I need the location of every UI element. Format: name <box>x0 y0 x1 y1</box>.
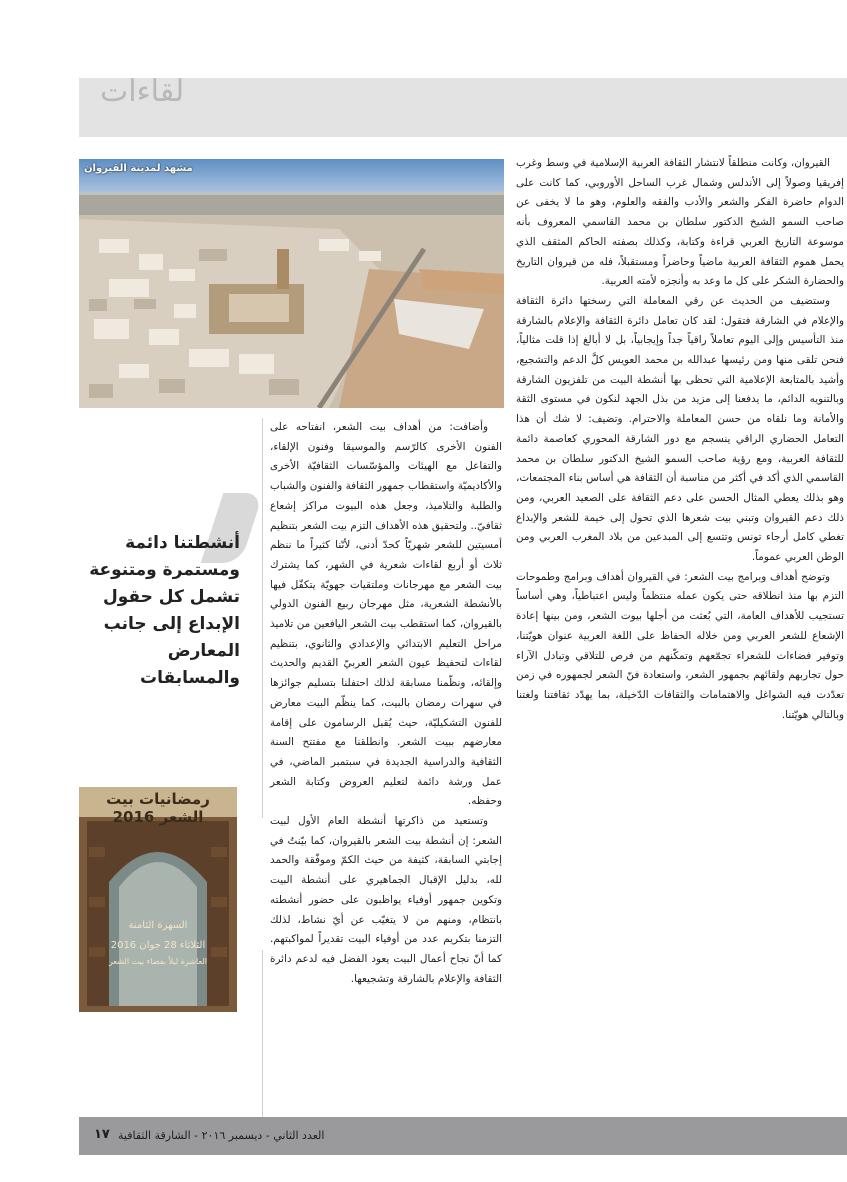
middle-text-column <box>270 418 502 989</box>
right-paragraph-2: وستضيف من الحديث عن رقي المعاملة التي رسختها دائرة الثقافة والإعلام في الشارقة فتقول: لقد كان تعامل دائرة الثقافة والإعلام بالشارقة منذ التأسيس وإلى اليوم تعاملاً راقياً جداً وإيجابياً، بل لا أبالغ إذا قلت مثالياً، فنحن تلقى منها ومن رئيسها عبدالله بن محمد العويس كلَّ الدعم والتشجيع، وأشيد بالمتابعة الإعلامية التي تحظى بها أنشطة البيت من تلفزيون الشارقة وبالتنويه الدائم، ما يدفعنا إلى مزيد من بذل الجهد لنكون في مستوى الثقة والأمانة وما نلقاه من حسن المعاملة والاحترام. وتضيف: لا شك أن هذا التعامل الحضاري الراقي ينسجم مع دور الشارقة المحوري كعاصمة دائمة للثقافة العربية، ومع رؤية صاحب السمو الشيخ الدكتور سلطان بن محمد القاسمي الذي أكد في أكثر من مناسبة أن الثقافة هي أساس بناء المجتمعات، وهو بذلك يعطي المثال الحسن على دعم الثقافة على الصعيد العربي، ومن ذلك دعم القيروان وتبني بيت شعرها الذي تحول إلى خيمة للشعر والإبداع تغطي كامل أرجاء تونس وتتسع إلى المبدعين من بلاد المغرب العربي ومن الوطن العربي عموماً. <box>516 294 844 564</box>
middle-paragraph-2: وتستعيد من ذاكرتها أنشطة العام الأول لبيت الشعر: إن أنشطة بيت الشعر بالقيروان، كما بيّنتُ في إجابتي السابقة، كثيفة من حيث الكمّ وموفّقة والحمد لله، بدليل الإقبال الجماهيري على أنشطة البيت وتكوين جمهور أوفياء يواظبون على حضور أنشطته بانتظام، ومنهم من لا يتغيّب عن أيّ نشاط، لذلك التزمنا بتكريم عدد من أوفياء البيت تقديراً لمواكبتهم. كما أنّ نجاح أعمال البيت يعود الفضل فيه لدعم دائرة الثقافة والإعلام بالشارقة وتشجيعها. <box>270 815 502 985</box>
right-paragraph-3: وتوضح أهداف وبرامج بيت الشعر: في القيروان أهداف وبرامج وطموحات التزم بها منذ انطلاقه حتى يكون عمله منتظماً وليس اعتباطياً، وهي أساساً تستجيب للأهداف العامة، التي بُعثت من أجلها بيوت الشعر، ومن بينها إعادة الإشعاع للشعر العربي ومن خلاله الحفاظ على اللغة العربية عنوان هويّتنا، وتوفير فضاءات للشعراء تجمّعهم وتمكّنهم من فرص للتلاقي وتبادل الآراء حول تجاربهم ولقائهم بجمهور الشعر، واستعادة فنّ الشعر لجمهوره في زمن تعدّدت فيه الشواغل والاهتمامات والثقافات الدّخيلة، بما يهدّد ثقافتنا ولغتنا وبالتالي هويّتنا. <box>516 570 844 721</box>
photo-caption: مشهد لمدينة القيروان <box>84 163 193 174</box>
poster-time: العاشرة ليلاً بفضاء بيت الشعر <box>108 957 208 966</box>
column-divider <box>262 418 263 818</box>
right-paragraph-1: القيروان، وكانت منطلقاً لانتشار الثقافة العربية الإسلامية في وسط وغرب إفريقيا وصولاً إلى الأندلس وشمال غرب الساحل الأوروبي، كما كانت على الدوام حاضرة الفكر والشعر والأدب والفقه والعلوم، وهو ما لا يخفى عن صاحب السمو الشيخ الدكتور سلطان بن محمد القاسمي المعروف بأنه موسوعة التاريخ العربي قراءة وكتابة، وكذلك بصفته الحاكم المثقف الذي يحمل هموم الثقافة العربية ماضياً وحاضراً ومستقبلاً، فله من قيروان التاريخ والحضارة الشكر على كل ما وعد به وأنجزه لأمته العربية. <box>516 157 844 288</box>
page-number: ١٧ <box>94 1127 110 1142</box>
section-header-band <box>79 78 847 137</box>
middle-paragraph-1: وأضافت: من أهداف بيت الشعر، انفتاحه على الفنون الأخرى كالرّسم والموسيقا وفنون الإلقاء، والتفاعل مع الهيئات والمؤسّسات الثقافيّة الأخرى والأكاديميّة واستقطاب جمهور الثقافة والفنون والشباب والطلبة والتلاميذ، وجعل هذه البيوت مراكز إشعاع ثقافيّ.. ولتحقيق هذه الأهداف التزم بيت الشعر بتنظيم أمسيتين للشعر شهريّاً كحدّ أدنى، لأنّنا كثيراً ما ننظم ثلاث أو أربع لقاءات شعرية في الشهر، كما يشترك بيت الشعر مع مهرجانات وملتقيات جهويّة يتكفّل فيها بالأنشطة الشعرية، مثل مهرجان ربيع الفنون الدولي بالقيروان، كما استقطب بيت الشعر اليافعين من تلاميذ مراحل التعليم الابتدائي والإعدادي والثانوي، بتنظيم لقاءات لتحفيظ عيون الشعر العربيّ القديم والحديث وإلقائه، ونظّمنا مسابقة لذلك احتفلنا بتسليم جوائزها في سهرات رمضان بالبيت، كما ينظّم البيت معارض للفنون التشكيليّة، حيث يُقبل الرسامون على إقامة معارضهم ببيت الشعر. وانطلقنا مع مفتتح السنة الثقافية والدراسية الجديدة في سبتمبر الماضي، في عمل ورشة دائمة لتعليم العروض وكتابة الشعر وحفظه. <box>270 421 502 808</box>
poster-evening: السهرة الثامنة <box>128 920 188 931</box>
section-title: لقاءات <box>100 74 185 109</box>
column-divider-lower <box>262 950 263 1120</box>
footer-issue: العدد الثاني - ديسمبر ٢٠١٦ - الشارقة الثقافية <box>118 1129 325 1142</box>
kairouan-aerial-photo <box>79 159 504 408</box>
pull-quote: أنشطتنا دائمة ومستمرة ومتنوعة تشمل كل حقول الإبداع إلى جانب المعارض والمسابقات <box>89 533 240 688</box>
kairouan-photo-illustration <box>79 159 504 408</box>
poster-date: الثلاثاء 28 جوان 2016 <box>110 940 206 951</box>
right-text-column <box>516 154 844 725</box>
poster-title: رمضانيات بيت الشعر 2016 <box>106 790 210 826</box>
